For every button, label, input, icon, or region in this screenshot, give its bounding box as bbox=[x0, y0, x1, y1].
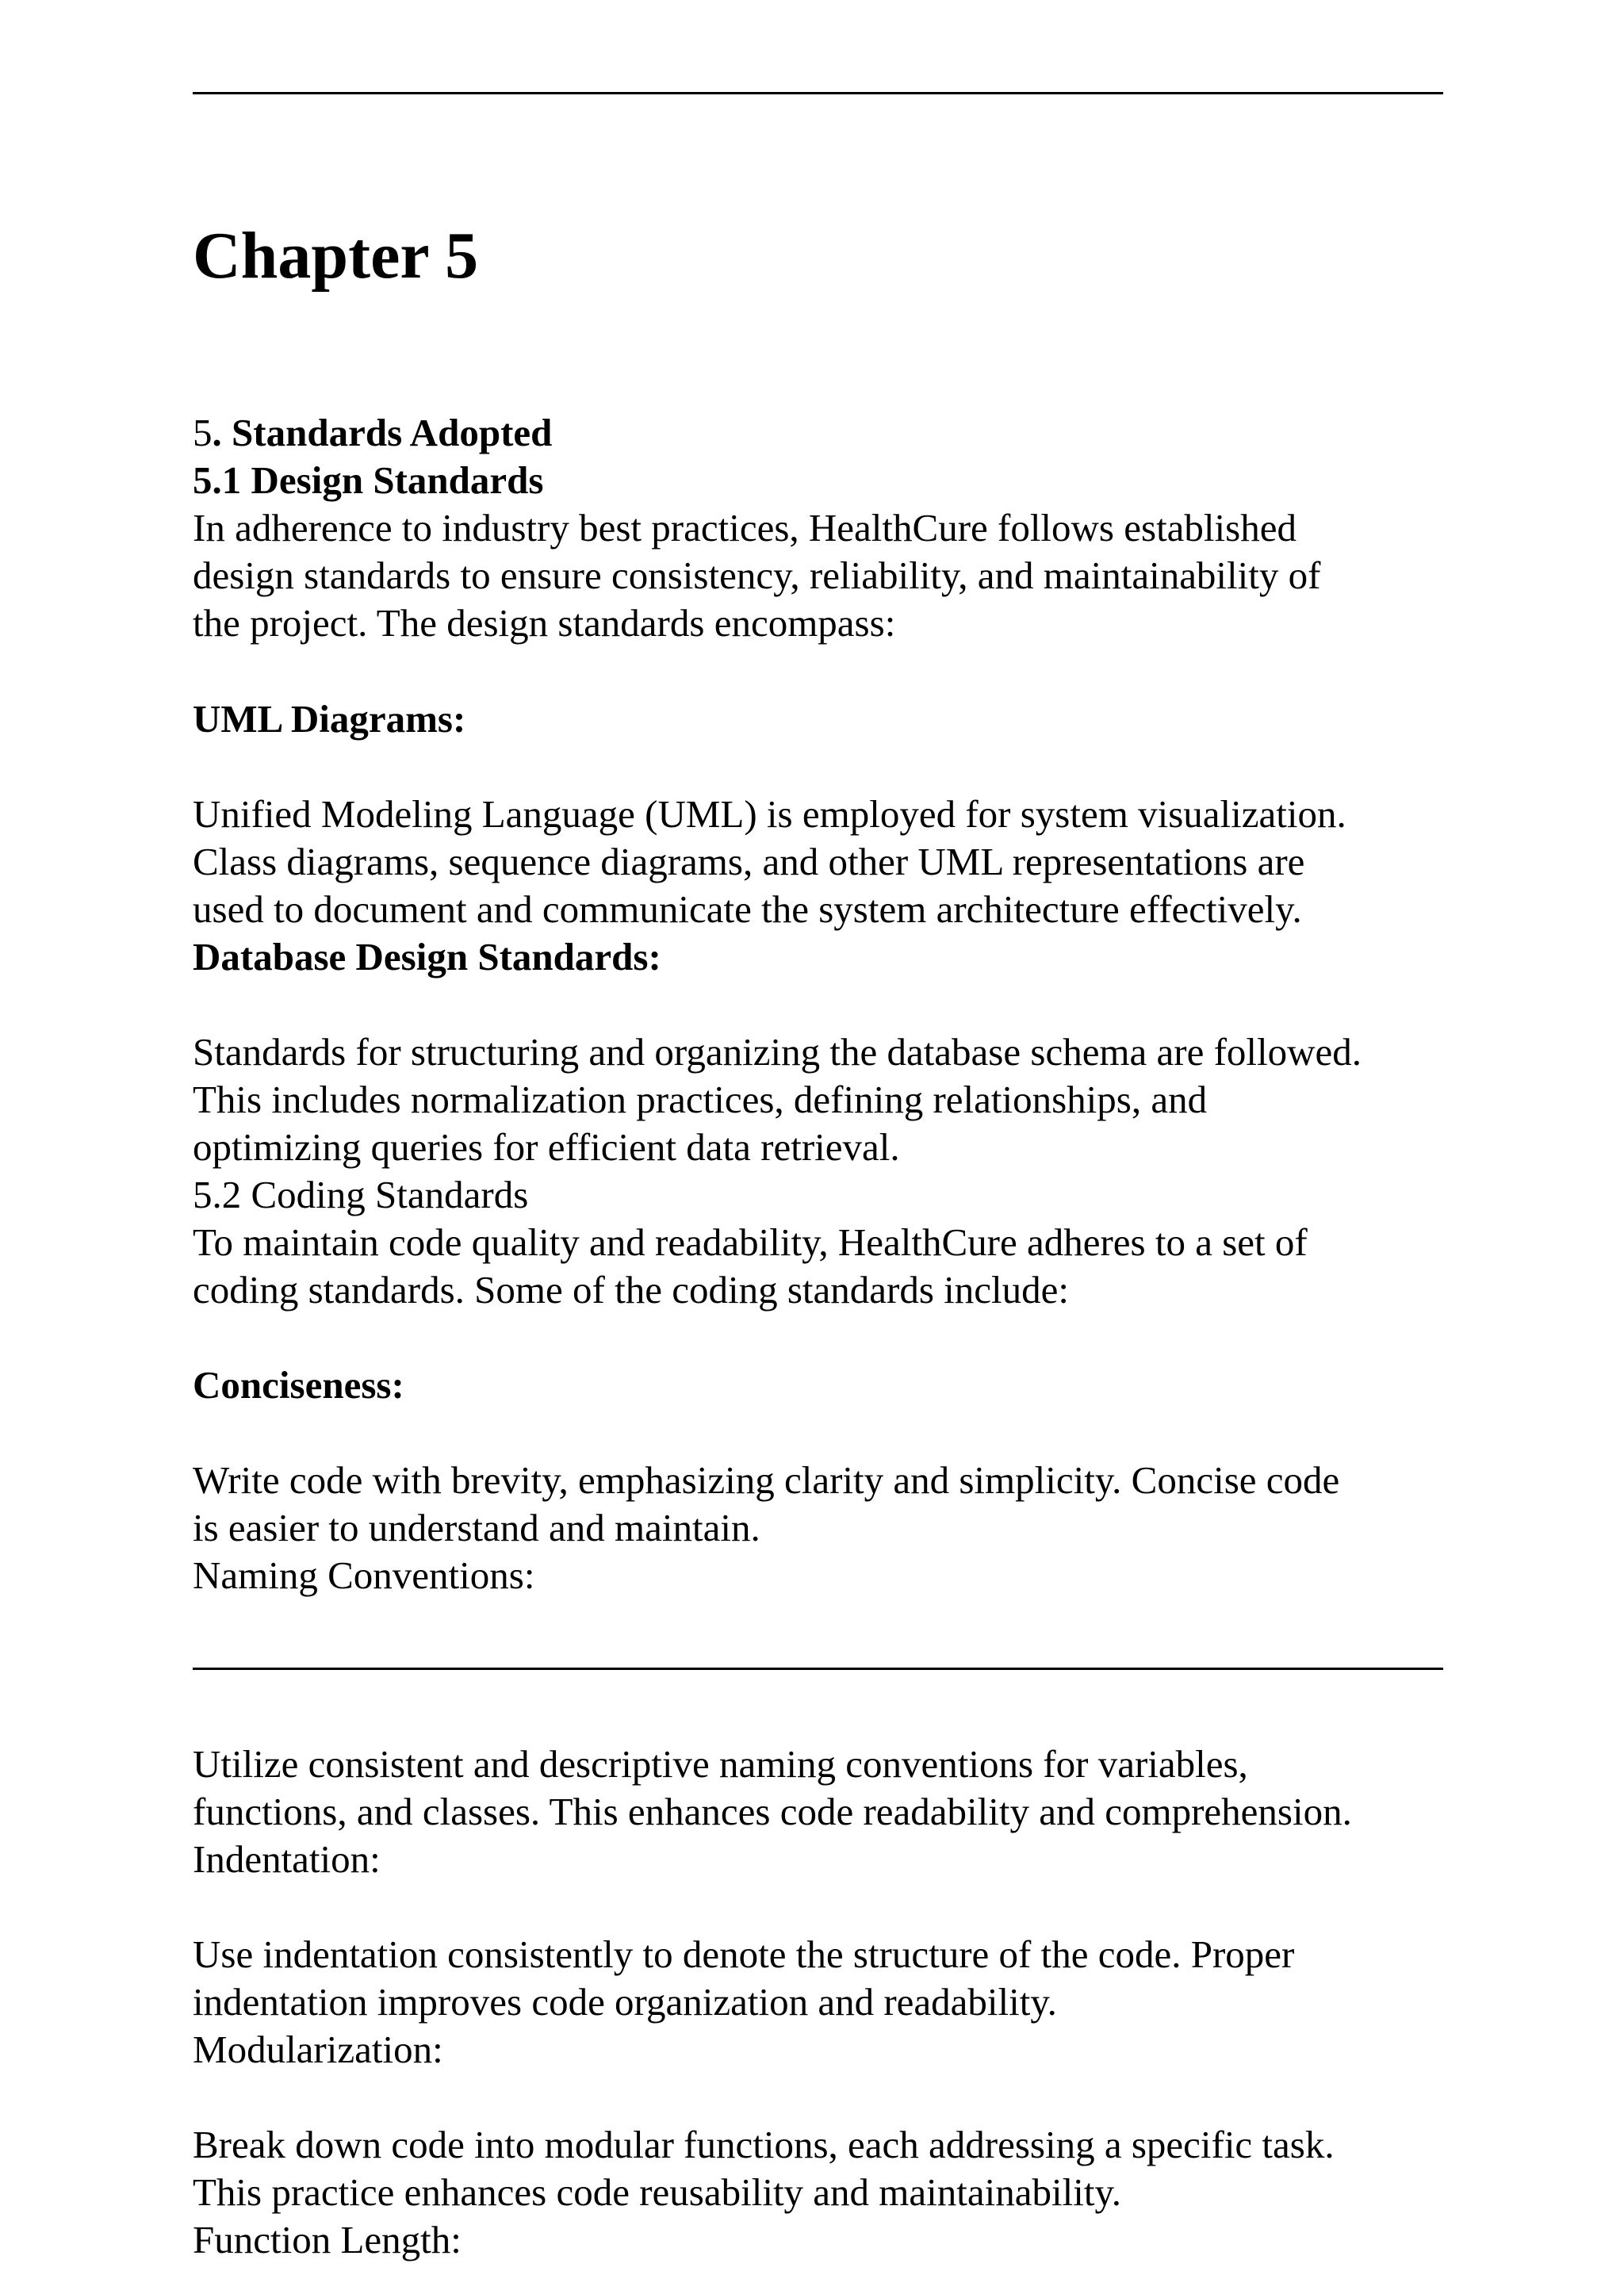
section-5-1-heading: 5.1 Design Standards bbox=[193, 458, 544, 502]
chapter-title: Chapter 5 bbox=[193, 219, 479, 293]
modularization-text-line-2: This practice enhances code reusability and maintainability. bbox=[193, 2170, 1122, 2214]
indentation-heading: Indentation: bbox=[193, 1837, 381, 1881]
intro-line-2: design standards to ensure consistency, reliability, and maintainability of bbox=[193, 553, 1321, 597]
uml-text-line-1: Unified Modeling Language (UML) is employed for system visualization. bbox=[193, 792, 1346, 836]
naming-conventions-heading: Naming Conventions: bbox=[193, 1553, 535, 1597]
database-text-line-1: Standards for structuring and organizing the database schema are followed. bbox=[193, 1030, 1362, 1074]
modularization-heading: Modularization: bbox=[193, 2028, 443, 2071]
function-length-heading: Function Length: bbox=[193, 2218, 462, 2261]
section-5-2-heading: 5.2 Coding Standards bbox=[193, 1173, 529, 1216]
naming-text-line-1: Utilize consistent and descriptive naming conventions for variables, bbox=[193, 1742, 1248, 1786]
section-5-heading bbox=[193, 409, 552, 457]
naming-text-line-2: functions, and classes. This enhances code readability and comprehension. bbox=[193, 1790, 1352, 1833]
indentation-text-line-1: Use indentation consistently to denote the structure of the code. Proper bbox=[193, 1932, 1295, 1976]
indentation-text-line-2: indentation improves code organization and readability. bbox=[193, 1980, 1057, 2024]
database-text-line-2: This includes normalization practices, defining relationships, and bbox=[193, 1078, 1208, 1121]
coding-intro-line-2: coding standards. Some of the coding standards include: bbox=[193, 1268, 1069, 1312]
database-design-heading: Database Design Standards: bbox=[193, 935, 661, 978]
uml-heading: UML Diagrams: bbox=[193, 697, 466, 741]
conciseness-heading: Conciseness: bbox=[193, 1363, 404, 1407]
conciseness-text-line-2: is easier to understand and maintain. bbox=[193, 1506, 760, 1549]
top-horizontal-rule bbox=[193, 92, 1443, 94]
intro-line-1: In adherence to industry best practices, HealthCure follows established bbox=[193, 506, 1297, 550]
modularization-text-line-1: Break down code into modular functions, each addressing a specific task. bbox=[193, 2123, 1335, 2166]
intro-line-3: the project. The design standards encompass: bbox=[193, 601, 896, 645]
coding-intro-line-1: To maintain code quality and readability, HealthCure adheres to a set of bbox=[193, 1220, 1308, 1264]
section-5-number: 5 bbox=[193, 411, 213, 454]
uml-text-line-3: used to document and communicate the system architecture effectively. bbox=[193, 887, 1302, 931]
database-text-line-3: optimizing queries for efficient data retrieval. bbox=[193, 1125, 900, 1169]
conciseness-text-line-1: Write code with brevity, emphasizing clarity and simplicity. Concise code bbox=[193, 1458, 1340, 1502]
uml-text-line-2: Class diagrams, sequence diagrams, and other UML representations are bbox=[193, 840, 1305, 883]
page-break-rule bbox=[193, 1668, 1443, 1670]
section-5-title: . Standards Adopted bbox=[212, 411, 553, 454]
